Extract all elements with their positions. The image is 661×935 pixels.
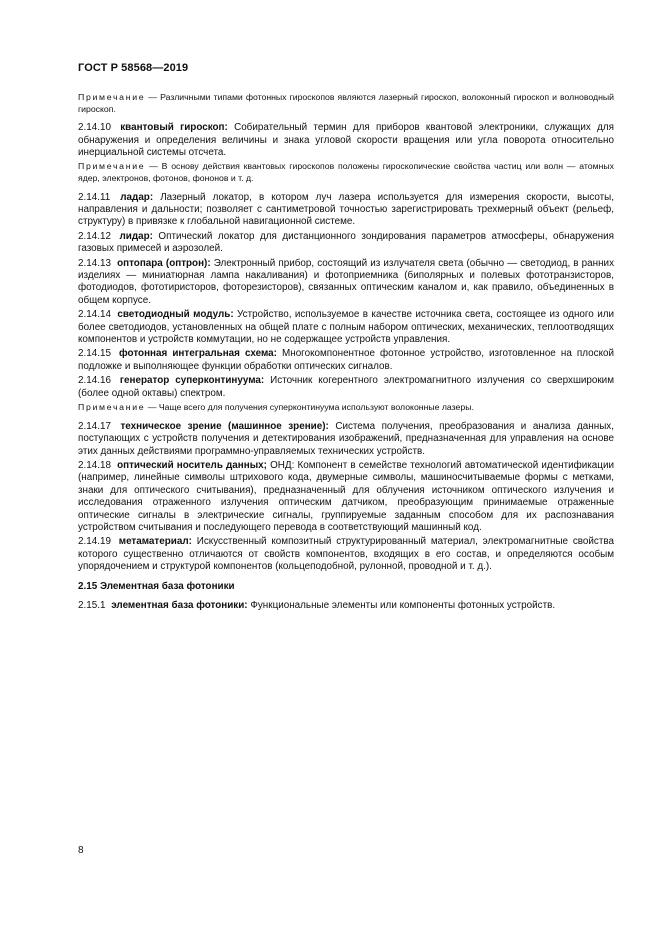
note-label: Примечание (78, 161, 146, 172)
page-number: 8 (78, 845, 84, 856)
term-entry (78, 600, 614, 612)
entry-definition: Многокомпонентное фотонное устройство, изготовленное на плоской подложке и выполняющее функции обработки оптических сигналов. (78, 348, 615, 372)
note (78, 92, 614, 115)
entry-number: 2.14.15 (78, 348, 111, 360)
entry-definition: Искусственный композитный структурированный материал, электромагнитные свойства которого существенно отличаются от свойств компонентов, входящих в его состав, и определяются особым упорядочением и структурой компонентов (кольцеподобной, рулонной, проводной и т. д.). (78, 536, 615, 573)
entry-term: оптический носитель данных; (117, 459, 267, 471)
entry-definition: Функциональные элементы или компоненты фотонных устройств. (250, 599, 556, 611)
entry-definition: Оптический локатор для дистанционного зондирования параметров атмосферы, обнаружения газовых примесей и аэрозолей. (78, 230, 614, 255)
note-text: — В основу действия квантовых гироскопов положены гироскопические свойства частиц или волн — атомных ядер, электронов, фотонов, фононов и т. д. (78, 161, 614, 183)
entry-definition: Электронный прибор, состоящий из излучателя света (обычно — светодиод, в ранних изделиях — миниатюрная лампа накаливания) и фотоприемника (биполярных и полевых фототранзисторов, фотодиодов, фототиристоров, фоторезисторов), связанных оптическим каналом и, как правило, объединенных в общем корпусе. (78, 257, 615, 306)
entry-number: 2.14.10 (78, 122, 111, 134)
term-entry (78, 421, 614, 458)
entry-number: 2.14.14 (78, 309, 111, 321)
entry-number: 2.14.12 (78, 230, 111, 242)
term-entry (78, 375, 614, 400)
entry-definition: Собирательный термин для приборов квантовой электроники, служащих для обнаружения и определения величины и знака угловой скорости вращения или угла поворота относительно инерциальной системы отсчета. (78, 122, 614, 158)
note (78, 161, 614, 184)
entry-number: 2.15.1 (78, 599, 106, 611)
term-entry (78, 309, 614, 346)
note (78, 402, 614, 414)
entry-term: генератор суперконтинуума: (119, 375, 265, 387)
term-entry (78, 536, 614, 573)
entry-number: 2.14.17 (78, 420, 111, 432)
entry-term: лидар: (119, 230, 153, 242)
entry-term: квантовый гироскоп: (120, 122, 228, 134)
document-body (78, 90, 614, 614)
entry-number: 2.14.19 (78, 536, 111, 548)
term-entry (78, 460, 614, 534)
document-header: ГОСТ Р 58568—2019 (78, 62, 189, 74)
note-label: Примечание (78, 402, 146, 413)
entry-definition: ОНД: Компонент в семействе технологий автоматической идентификации (например, линейные символы штрихового кода, двумерные символы, машиносчитываемые формы с метками, знаки для оптического считывания), предназначенный для облучения источником оптического излучения и исследования отраженного излучения оптическим датчиком, преобразующим принимаемые отраженные оптические сигналы в электрические сигналы, группируемые заданным способом для их распознавания устройством считывания и последующего перевода в соответствующий машинный код. (78, 459, 614, 533)
term-entry (78, 348, 614, 373)
note-text: — Чаще всего для получения суперконтинуума используют волоконные лазеры. (147, 402, 474, 413)
entry-definition: Система получения, преобразования и анализа данных, поступающих с устройств получения и детектирования изображений, предназначенная для управления на основе этих данных действиями программно-управляемых технических устройств. (78, 420, 614, 457)
note-text: — Различными типами фотонных гироскопов являются лазерный гироскоп, волоконный гироскоп и волноводный гироскоп. (78, 92, 614, 114)
entry-term: фотонная интегральная схема: (119, 348, 277, 360)
entry-term: светодиодный модуль: (117, 309, 234, 321)
entry-term: техническое зрение (машинное зрение): (120, 420, 329, 432)
entry-term: элементная база фотоники: (111, 599, 248, 611)
term-entry (78, 258, 614, 308)
entry-definition: Источник когерентного электромагнитного излучения со сверхшироким (более одной октавы) спектром. (78, 375, 614, 399)
entry-number: 2.14.16 (78, 375, 111, 387)
entry-term: оптопара (оптрон): (117, 257, 211, 269)
section-heading: 2.15 Элементная база фотоники (78, 580, 235, 592)
term-entry (78, 231, 614, 256)
entry-definition: Лазерный локатор, в котором луч лазера используется для измерения скорости, высоты, направления и дальности; позволяет с сантиметровой точностью зарегистрировать трехмерный объект (рельеф, структуру) в привязке к глобальной навигационной системе. (78, 191, 615, 228)
entry-number: 2.14.11 (78, 191, 111, 203)
entry-term: ладар: (120, 191, 154, 203)
entry-number: 2.14.18 (78, 459, 111, 471)
term-entry (78, 192, 614, 229)
entry-definition: Устройство, используемое в качестве источника света, состоящее из одного или более светодиодов, установленных на общей плате с полным набором оптических, механических, теплоотводящих компонентов и устройств коммутации, но не содержащее устройств управления. (78, 309, 614, 346)
note-label: Примечание (78, 92, 146, 102)
term-entry (78, 122, 614, 159)
entry-number: 2.14.13 (78, 257, 111, 269)
entry-term: метаматериал: (118, 536, 192, 548)
